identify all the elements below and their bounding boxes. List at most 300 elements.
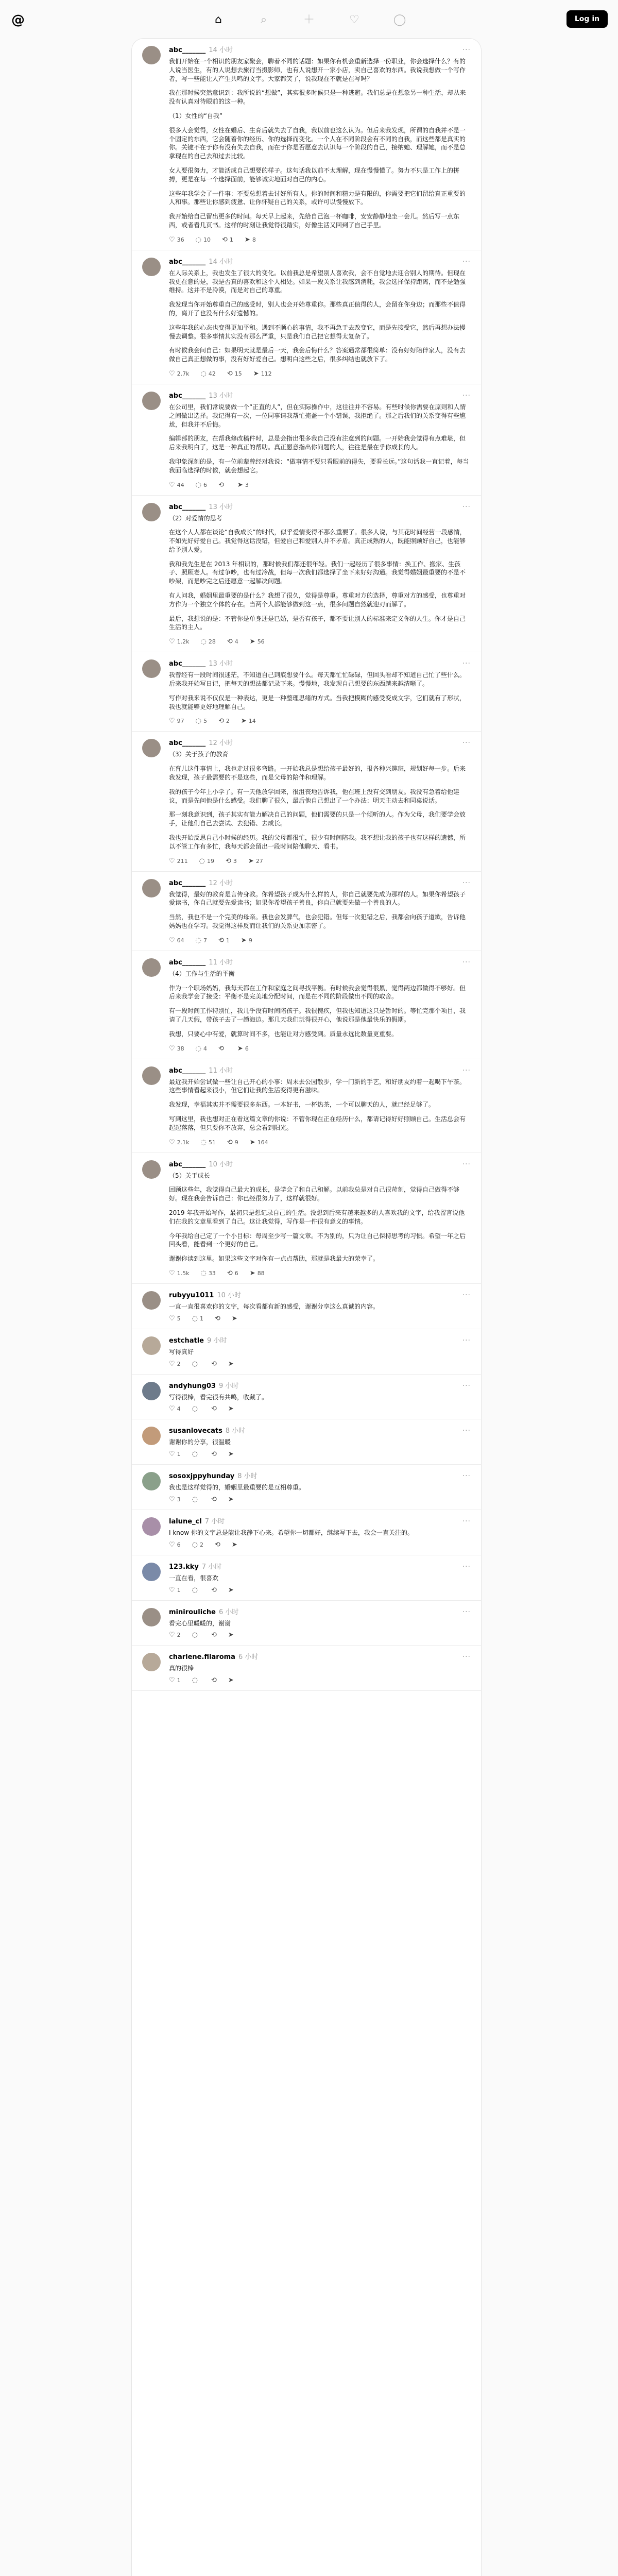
username-link[interactable]: lalune_cl <box>169 1517 202 1526</box>
comment-button[interactable] <box>201 1138 216 1147</box>
repost-button[interactable] <box>218 1044 226 1054</box>
post-body <box>169 1529 471 1537</box>
thread-feed <box>131 38 482 2576</box>
repost-button[interactable] <box>215 1314 220 1324</box>
repost-button[interactable] <box>211 1450 217 1459</box>
post-paragraph: 谢谢你的分享，很温暖 <box>169 1438 231 1446</box>
avatar[interactable] <box>142 503 161 521</box>
repost-icon: ⟲ <box>211 1676 217 1685</box>
post-body <box>169 403 471 475</box>
like-button[interactable] <box>169 637 190 647</box>
post-paragraph: 我也开始反思自己小时候的经历。我的父母都很忙，很少有时间陪我。我不想让我的孩子也有这样的遗憾，所以不管工作有多忙，我每天都会留出一段时间陪他聊天、看书。 <box>169 834 466 850</box>
comment-count: 2 <box>200 1541 203 1548</box>
post-time: 7 小时 <box>201 1563 222 1571</box>
post-meta <box>169 1608 471 1617</box>
profile-icon[interactable]: ◯ <box>393 13 406 26</box>
post-paragraph: 在公司里，我们常说要做一个“正直的人”，但在实际操作中，这往往并不容易。有些时候你需要在原则和人情之间做出选择。我记得有一次，一位同事请我帮忙掩盖一个小错误，我拒绝了。那之后我们的关系变得有些尴尬，但我并不后悔。 <box>169 403 466 428</box>
repost-count: 9 <box>234 1139 238 1146</box>
post-actions <box>169 936 471 945</box>
share-button[interactable] <box>250 1138 268 1147</box>
share-button[interactable] <box>228 1360 234 1369</box>
post-time: 10 小时 <box>209 1160 233 1168</box>
comment-button[interactable] <box>192 1631 200 1640</box>
username-link[interactable]: abc_______ <box>169 1160 206 1168</box>
like-button[interactable] <box>169 1044 184 1054</box>
post-actions <box>169 1631 471 1640</box>
more-options-icon[interactable]: ··· <box>462 1607 471 1616</box>
share-icon: ➤ <box>231 1540 237 1549</box>
post-meta <box>169 879 471 888</box>
more-options-icon[interactable]: ··· <box>462 1562 471 1571</box>
post-body <box>169 970 471 1039</box>
comment-count: 6 <box>203 481 207 488</box>
comment-count: 42 <box>208 370 216 377</box>
repost-icon: ⟲ <box>222 235 228 244</box>
repost-icon: ⟲ <box>215 1540 220 1549</box>
avatar[interactable] <box>142 1472 161 1490</box>
post-paragraph: 作为一个职场妈妈，我每天都在工作和家庭之间寻找平衡。有时候我会觉得很累，觉得两边都做得不够好。但后来我学会了接受：平衡不是完美地分配时间，而是在不同的阶段做出不同的取舍。 <box>169 984 466 1001</box>
share-button[interactable] <box>228 1495 234 1504</box>
comment-icon: ◌ <box>192 1314 198 1323</box>
more-options-icon[interactable]: ··· <box>462 502 471 511</box>
comment-count: 1 <box>200 1315 203 1322</box>
repost-count: 15 <box>234 370 242 377</box>
more-options-icon[interactable]: ··· <box>462 1381 471 1390</box>
share-icon: ➤ <box>249 1138 255 1146</box>
repost-button[interactable] <box>211 1676 217 1685</box>
comment-button[interactable] <box>196 717 207 726</box>
share-button[interactable] <box>250 1269 265 1278</box>
username-link[interactable]: abc_______ <box>169 879 206 887</box>
post-meta <box>169 958 471 968</box>
comment-icon: ◌ <box>200 369 207 378</box>
like-button[interactable] <box>169 235 184 245</box>
like-icon: ♡ <box>169 1314 175 1323</box>
comment-button[interactable] <box>196 1044 207 1054</box>
repost-button[interactable] <box>218 717 230 726</box>
like-button[interactable] <box>169 1314 181 1324</box>
post-paragraph: （2）对爱情的思考 <box>169 514 222 522</box>
avatar[interactable] <box>142 1291 161 1310</box>
post-body <box>169 1302 471 1311</box>
like-count: 211 <box>177 857 188 865</box>
more-options-icon[interactable]: ··· <box>462 1472 471 1481</box>
post-time: 7 小时 <box>204 1517 225 1526</box>
share-button[interactable] <box>228 1676 234 1685</box>
comment-button[interactable] <box>201 369 216 379</box>
reply-post <box>132 1465 481 1510</box>
share-count: 88 <box>257 1269 265 1277</box>
post-paragraph: 很多人会觉得，女性在婚后、生育后就失去了自我，我以前也这么认为。但后来我发现，所谓的自我并不是一个固定的东西，它会随着你的经历、你的选择而变化。一个人在不同阶段会有不同的自我，而这些都是真实的你。关键不在于你有没有失去自我，而在于你是否愿意去认识每一个阶段的自己，接纳她、理解她，而不是总拿现在的自己去和过去比较。 <box>169 126 466 160</box>
share-count: 112 <box>261 370 272 377</box>
comment-button[interactable] <box>192 1314 203 1324</box>
threads-logo-icon[interactable]: @ <box>11 12 25 28</box>
like-button[interactable] <box>169 857 188 866</box>
like-icon: ♡ <box>169 1138 175 1146</box>
like-button[interactable] <box>169 1138 190 1147</box>
like-count: 97 <box>177 718 184 725</box>
avatar[interactable] <box>142 958 161 977</box>
post-paragraph: 看完心里暖暖的，谢谢 <box>169 1619 231 1627</box>
like-button[interactable] <box>169 1404 181 1414</box>
share-button[interactable] <box>237 481 249 490</box>
like-icon: ♡ <box>169 235 175 244</box>
avatar[interactable] <box>142 659 161 678</box>
share-button[interactable] <box>241 717 256 726</box>
home-icon[interactable]: ⌂ <box>215 13 222 26</box>
like-count: 36 <box>177 236 184 243</box>
username-link[interactable]: abc_______ <box>169 1066 206 1075</box>
comment-icon: ◌ <box>200 638 207 646</box>
repost-icon: ⟲ <box>227 1138 233 1146</box>
like-button[interactable] <box>169 1495 181 1504</box>
post-time: 14 小时 <box>209 258 233 266</box>
thread-post <box>132 1153 481 1284</box>
post-meta <box>169 1336 471 1346</box>
share-button[interactable] <box>237 1044 249 1054</box>
comment-icon: ◌ <box>192 1360 198 1368</box>
avatar[interactable] <box>142 1427 161 1445</box>
post-meta <box>169 1563 471 1572</box>
create-icon[interactable]: ＋ <box>303 13 315 26</box>
comment-icon: ◌ <box>192 1676 198 1685</box>
username-link[interactable]: charlene.filaroma <box>169 1653 235 1662</box>
post-time: 9 小时 <box>207 1336 227 1345</box>
post-paragraph: 有时候我会问自己：如果明天就是最后一天，我会后悔什么？答案通常都很简单：没有好好陪伴家人，没有去做自己真正想做的事，没有好好爱自己。想明白这些之后，很多纠结也就放下了。 <box>169 347 466 363</box>
repost-button[interactable] <box>211 1631 217 1640</box>
post-paragraph: 今年我给自己定了一个小目标：每周至少写一篇文章。不为别的，只为让自己保持思考的习惯。希望一年之后回头看，能看到一个更好的自己。 <box>169 1232 466 1248</box>
post-time: 10 小时 <box>217 1291 242 1299</box>
post-paragraph: 真的很棒 <box>169 1665 194 1672</box>
repost-button[interactable] <box>211 1495 217 1504</box>
post-actions <box>169 637 471 647</box>
repost-button[interactable] <box>218 936 230 945</box>
post-actions <box>169 1138 471 1147</box>
post-time: 11 小时 <box>209 958 233 967</box>
post-actions <box>169 235 471 245</box>
post-actions <box>169 1360 471 1369</box>
repost-button[interactable] <box>211 1404 217 1414</box>
share-button[interactable] <box>248 857 263 866</box>
post-actions <box>169 1450 471 1459</box>
comment-icon: ◌ <box>192 1540 198 1549</box>
repost-icon: ⟲ <box>227 1269 233 1277</box>
comment-button[interactable] <box>196 481 207 490</box>
like-button[interactable] <box>169 369 190 379</box>
like-count: 1.5k <box>177 1269 190 1277</box>
username-link[interactable]: susanlovecats <box>169 1427 222 1435</box>
avatar[interactable] <box>142 1066 161 1085</box>
post-body <box>169 57 471 230</box>
like-count: 64 <box>177 937 184 944</box>
post-body <box>169 1078 471 1132</box>
username-link[interactable]: abc_______ <box>169 392 206 400</box>
username-link[interactable]: minirouliche <box>169 1608 216 1616</box>
avatar[interactable] <box>142 1160 161 1179</box>
more-options-icon[interactable]: ··· <box>462 257 471 266</box>
comment-count: 33 <box>208 1269 216 1277</box>
comment-count: 19 <box>207 857 214 865</box>
repost-button[interactable] <box>218 481 226 490</box>
search-icon[interactable]: ⌕ <box>260 13 267 26</box>
post-paragraph: 我也是这样觉得的，婚姻里最重要的是互相尊重。 <box>169 1484 305 1492</box>
username-link[interactable]: abc_______ <box>169 958 206 967</box>
avatar[interactable] <box>142 258 161 276</box>
like-icon: ♡ <box>169 857 175 865</box>
repost-button[interactable] <box>215 1540 220 1550</box>
post-paragraph: 我在那时候突然意识到：我所说的“想做”，其实很多时候只是一种逃避。我们总是在想象另一种生活，却从来没有认真对待眼前的这一种。 <box>169 89 466 106</box>
comment-icon: ◌ <box>195 936 201 944</box>
post-actions <box>169 481 471 490</box>
comment-count: 5 <box>203 718 207 725</box>
post-paragraph: 最近我开始尝试做一些让自己开心的小事：周末去公园散步，学一门新的手艺，和好朋友约着一起喝下午茶。这些事情看起来很小，但它们让我的生活变得更有滋味。 <box>169 1078 466 1094</box>
like-icon: ♡ <box>169 1360 175 1368</box>
post-paragraph: 这些年我的心态也变得更加平和。遇到不顺心的事情，我不再急于去改变它，而是先接受它，然后再想办法慢慢去调整。很多事情其实没有那么严重，只是我们自己把它想得太复杂了。 <box>169 324 466 340</box>
post-paragraph: 写作对我来说不仅仅是一种表达，更是一种整理思绪的方式。当我把模糊的感受变成文字，它们就有了形状，我也就能够更好地理解自己。 <box>169 694 466 710</box>
like-icon: ♡ <box>169 717 175 725</box>
share-icon: ➤ <box>241 936 247 944</box>
post-paragraph: I know 你的文字总是能让我静下心来。希望你一切都好，继续写下去，我会一直关注的。 <box>169 1529 414 1536</box>
reply-post <box>132 1646 481 1691</box>
post-time: 6 小时 <box>219 1608 239 1616</box>
more-options-icon[interactable]: ··· <box>462 1336 471 1345</box>
like-button[interactable] <box>169 1586 181 1595</box>
username-link[interactable]: abc_______ <box>169 258 206 266</box>
repost-button[interactable] <box>227 1269 238 1278</box>
thread-post <box>132 872 481 951</box>
share-icon: ➤ <box>228 1405 234 1413</box>
comment-button[interactable] <box>192 1404 200 1414</box>
comment-button[interactable] <box>192 1676 200 1685</box>
username-link[interactable]: abc_______ <box>169 503 206 511</box>
repost-icon: ⟲ <box>211 1495 217 1503</box>
share-button[interactable] <box>232 1314 237 1324</box>
repost-button[interactable] <box>227 369 242 379</box>
like-icon: ♡ <box>169 481 175 489</box>
share-button[interactable] <box>241 936 252 945</box>
post-body <box>169 1483 471 1492</box>
avatar[interactable] <box>142 1608 161 1626</box>
like-icon: ♡ <box>169 1540 175 1549</box>
post-actions <box>169 1586 471 1595</box>
share-icon: ➤ <box>228 1450 234 1459</box>
like-button[interactable] <box>169 481 184 490</box>
like-count: 38 <box>177 1045 184 1052</box>
share-button[interactable] <box>228 1404 234 1414</box>
comment-icon: ◌ <box>200 1138 207 1146</box>
share-count: 27 <box>255 857 263 865</box>
like-icon: ♡ <box>169 1450 175 1459</box>
share-icon: ➤ <box>228 1586 234 1594</box>
more-options-icon[interactable]: ··· <box>462 1517 471 1526</box>
more-options-icon[interactable]: ··· <box>462 1427 471 1435</box>
post-time: 11 小时 <box>209 1066 233 1075</box>
more-options-icon[interactable]: ··· <box>462 391 471 400</box>
post-paragraph: 我们开始在一个相识的朋友家聚会，聊着不同的话题：如果你有机会重新选择一份职业，你会选择什么？有的人说当医生，有的人说想去旅行当摄影师，也有人说想开一家小店，卖自己喜欢的东西。我说我想做一个写作者，写一些能让人产生共鸣的文字。大家都笑了，说我现在不就是在写吗？ <box>169 58 466 82</box>
share-icon: ➤ <box>228 1495 234 1503</box>
thread-post <box>132 951 481 1059</box>
comment-button[interactable] <box>201 637 216 647</box>
avatar[interactable] <box>142 1336 161 1355</box>
comment-button[interactable] <box>192 1586 200 1595</box>
comment-button[interactable] <box>196 936 207 945</box>
share-count: 164 <box>257 1139 268 1146</box>
post-paragraph: 回顾这些年，我觉得自己最大的成长，是学会了和自己和解。以前我总是对自己很苛刻，觉得自己做得不够好。现在我会告诉自己：你已经很努力了，这样就很好。 <box>169 1186 460 1202</box>
share-icon: ➤ <box>249 1269 255 1277</box>
comment-button[interactable] <box>192 1360 200 1369</box>
repost-icon: ⟲ <box>211 1586 217 1594</box>
post-body <box>169 1619 471 1628</box>
post-body <box>169 514 471 632</box>
post-body <box>169 1172 471 1263</box>
username-link[interactable]: rubyyu1011 <box>169 1291 214 1299</box>
comment-button[interactable] <box>199 857 214 866</box>
post-body <box>169 1574 471 1583</box>
thread-post <box>132 39 481 250</box>
username-link[interactable]: abc_______ <box>169 46 206 54</box>
avatar[interactable] <box>142 739 161 757</box>
post-paragraph: 谢谢你读到这里。如果这些文字对你有一点点帮助，那就是我最大的荣幸了。 <box>169 1255 380 1263</box>
reply-post <box>132 1284 481 1329</box>
share-button[interactable] <box>228 1450 234 1459</box>
avatar[interactable] <box>142 392 161 410</box>
more-options-icon[interactable]: ··· <box>462 1653 471 1662</box>
post-paragraph: 那一刻我意识到，孩子其实有能力解决自己的问题，他们需要的只是一个倾听的人。作为父母，我们要学会放手，让他们自己去尝试、去犯错、去成长。 <box>169 811 466 827</box>
like-button[interactable] <box>169 1269 190 1278</box>
post-paragraph: 写得很棒，看完很有共鸣，收藏了。 <box>169 1393 268 1401</box>
reply-post <box>132 1375 481 1420</box>
share-button[interactable] <box>245 235 256 245</box>
comment-count: 7 <box>203 937 207 944</box>
like-button[interactable] <box>169 1631 181 1640</box>
repost-icon: ⟲ <box>227 638 233 646</box>
comment-button[interactable] <box>192 1495 200 1504</box>
username-link[interactable]: sosoxjppyhunday <box>169 1472 235 1481</box>
avatar[interactable] <box>142 1382 161 1400</box>
post-actions <box>169 1404 471 1414</box>
repost-button[interactable] <box>211 1360 217 1369</box>
post-body <box>169 671 471 711</box>
like-count: 2 <box>177 1632 181 1639</box>
like-button[interactable] <box>169 1540 181 1550</box>
more-options-icon[interactable]: ··· <box>462 659 471 668</box>
repost-icon: ⟲ <box>218 481 224 489</box>
comment-icon: ◌ <box>200 1269 207 1277</box>
like-button[interactable] <box>169 1676 181 1685</box>
share-icon: ➤ <box>228 1631 234 1639</box>
repost-icon: ⟲ <box>215 1314 220 1323</box>
more-options-icon[interactable]: ··· <box>462 958 471 967</box>
repost-count: 2 <box>226 718 230 725</box>
like-button[interactable] <box>169 1360 181 1369</box>
post-paragraph: 我的孩子今年上小学了。有一天他放学回来，很沮丧地告诉我，他在班上没有交到朋友。我没有急着给他建议，而是先问他是什么感受。我们聊了很久，最后他自己想出了一个办法：明天主动去和同桌说话。 <box>169 788 460 804</box>
avatar[interactable] <box>142 879 161 897</box>
share-icon: ➤ <box>231 1314 237 1323</box>
thread-post <box>132 250 481 384</box>
activity-heart-icon[interactable]: ♡ <box>349 13 359 26</box>
comment-count: 51 <box>208 1139 216 1146</box>
more-options-icon[interactable]: ··· <box>462 1160 471 1168</box>
reply-post <box>132 1601 481 1646</box>
post-paragraph: 我发现，幸福其实并不需要很多东西。一本好书，一杯热茶，一个可以聊天的人，就已经足够了。 <box>169 1101 435 1109</box>
post-meta <box>169 503 471 512</box>
post-paragraph: 2019 年我开始写作，最初只是想记录自己的生活。没想到后来有越来越多的人喜欢我的文字，给我留言说他们在我的文章里看到了自己。这让我觉得，写作是一件很有意义的事情。 <box>169 1209 465 1225</box>
post-actions <box>169 1540 471 1550</box>
share-icon: ➤ <box>237 1044 243 1053</box>
comment-button[interactable] <box>192 1540 203 1550</box>
repost-count: 1 <box>229 236 233 243</box>
share-button[interactable] <box>228 1631 234 1640</box>
username-link[interactable]: abc_______ <box>169 739 206 748</box>
like-count: 1 <box>177 1677 181 1684</box>
username-link[interactable]: estchatle <box>169 1336 204 1345</box>
repost-icon: ⟲ <box>211 1631 217 1639</box>
repost-button[interactable] <box>226 857 237 866</box>
like-button[interactable] <box>169 717 184 726</box>
share-button[interactable] <box>232 1540 237 1550</box>
more-options-icon[interactable]: ··· <box>462 739 471 748</box>
share-button[interactable] <box>228 1586 234 1595</box>
repost-button[interactable] <box>222 235 233 245</box>
share-button[interactable] <box>253 369 272 379</box>
repost-button[interactable] <box>227 1138 238 1147</box>
username-link[interactable]: 123.kky <box>169 1563 199 1571</box>
username-link[interactable]: abc_______ <box>169 660 206 668</box>
share-button[interactable] <box>250 637 265 647</box>
thread-post <box>132 496 481 653</box>
post-actions <box>169 1676 471 1685</box>
avatar[interactable] <box>142 1517 161 1536</box>
repost-icon: ⟲ <box>211 1360 217 1368</box>
username-link[interactable]: andyhung03 <box>169 1382 216 1390</box>
avatar[interactable] <box>142 1653 161 1671</box>
post-paragraph: 当然，我也不是一个完美的母亲。我也会发脾气，也会犯错。但每一次犯错之后，我都会向孩子道歉，告诉他妈妈也在学习。我觉得这样反而让我们的关系更加亲密了。 <box>169 913 466 930</box>
post-paragraph: （4）工作与生活的平衡 <box>169 970 235 977</box>
repost-icon: ⟲ <box>211 1405 217 1413</box>
like-button[interactable] <box>169 936 184 945</box>
post-paragraph: 我觉得，最好的教育是言传身教。你希望孩子成为什么样的人，你自己就要先成为那样的人。如果你希望孩子爱读书，你自己就要先爱读书；如果你希望孩子善良，你自己就要先做一个善良的人。 <box>169 890 466 907</box>
avatar[interactable] <box>142 1563 161 1581</box>
comment-button[interactable] <box>192 1450 200 1459</box>
post-meta <box>169 1291 471 1300</box>
more-options-icon[interactable]: ··· <box>462 1066 471 1075</box>
repost-count: 4 <box>234 638 238 646</box>
post-paragraph: （1）女性的“自我” <box>169 112 223 120</box>
avatar[interactable] <box>142 46 161 64</box>
post-meta <box>169 739 471 748</box>
post-time: 12 小时 <box>209 739 233 748</box>
repost-button[interactable] <box>227 637 238 647</box>
login-button[interactable]: Log in <box>566 10 608 28</box>
post-body <box>169 1348 471 1357</box>
more-options-icon[interactable]: ··· <box>462 1291 471 1299</box>
comment-icon: ◌ <box>195 481 201 489</box>
share-count: 14 <box>248 718 256 725</box>
post-actions <box>169 857 471 866</box>
like-button[interactable] <box>169 1450 181 1459</box>
comment-button[interactable] <box>201 1269 216 1278</box>
repost-button[interactable] <box>211 1586 217 1595</box>
share-icon: ➤ <box>237 481 243 489</box>
comment-icon: ◌ <box>192 1495 198 1503</box>
more-options-icon[interactable]: ··· <box>462 878 471 887</box>
main-nav <box>196 10 422 30</box>
more-options-icon[interactable]: ··· <box>462 46 471 54</box>
comment-button[interactable] <box>196 235 211 245</box>
post-actions <box>169 1495 471 1504</box>
post-time: 12 小时 <box>209 879 233 887</box>
post-time: 13 小时 <box>209 503 233 511</box>
